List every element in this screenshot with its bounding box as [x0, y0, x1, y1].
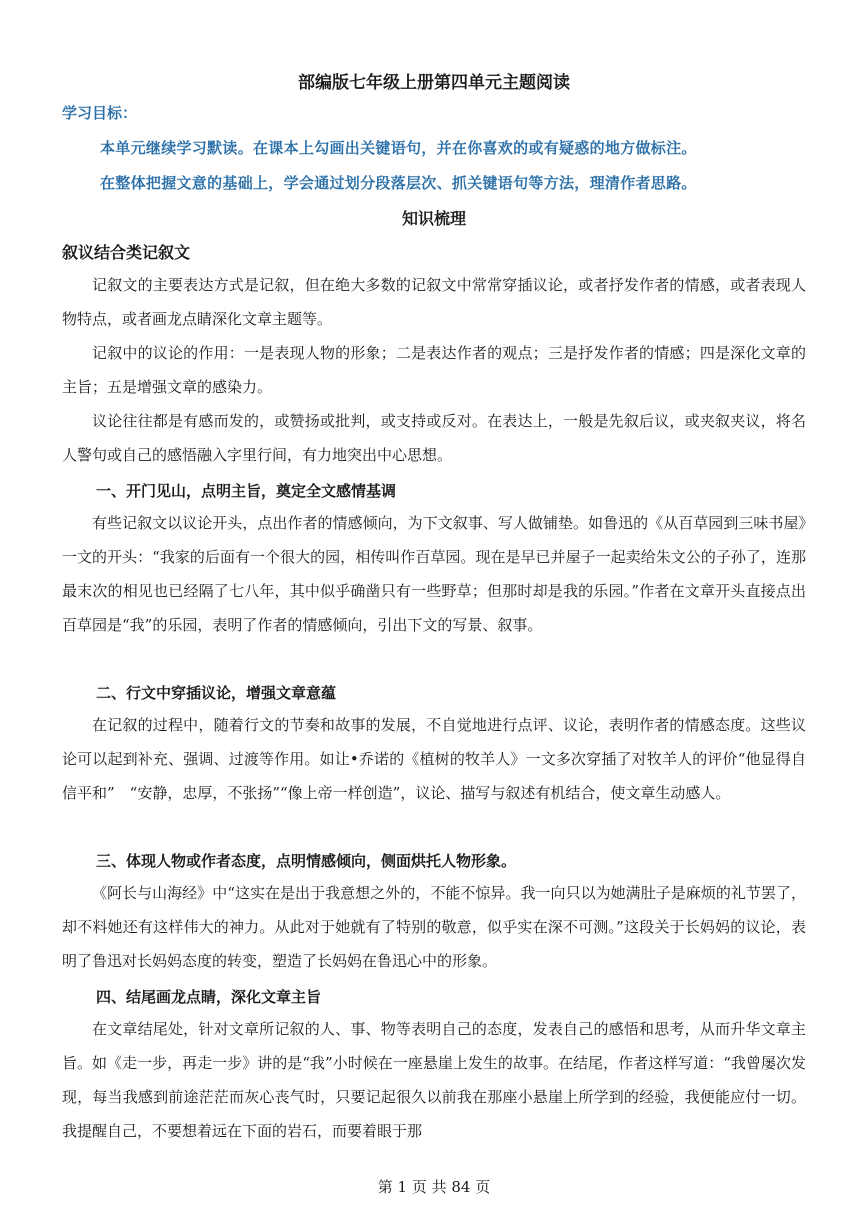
page-footer: 第 1 页 共 84 页	[377, 1178, 491, 1196]
item-heading-2: 二、行文中穿插议论，增强文章意蕴	[96, 684, 337, 702]
item-text-1: 有些记叙文以议论开头，点出作者的情感倾向，为下文叙事、写人做铺垫。如鲁迅的《从百草园到三味书屋》一文的开头：“我家的后面有一个很大的园，相传叫作百草园。现在是早已并屋子一起卖给朱文公的子孙了，连那最末次的相见也已经隔了七八年，其中似乎确凿只有一些野草；但那时却是我的乐园。”作者在文章开头直接点出百草园是“我”的乐园，表明了作者的情感倾向，引出下文的写景、叙事。	[62, 514, 806, 634]
learning-goals-label: 学习目标：	[62, 104, 138, 122]
learning-goal-1: 本单元继续学习默读。在课本上勾画出关键语句，并在你喜欢的或有疑惑的地方做标注。	[100, 139, 697, 157]
item-text-4: 在文章结尾处，针对文章所记叙的人、事、物等表明自己的态度，发表自己的感悟和思考，从而升华文章主旨。如《走一步，再走一步》讲的是“我”小时候在一座悬崖上发生的故事。在结尾，作者这样写道：“我曾屡次发现，每当我感到前途茫茫而灰心丧气时，只要记起很久以前我在那座小悬崖上所学到的经验，我便能应付一切。我提醒自己，不要想着远在下面的岩石，而要着眼于那	[62, 1020, 806, 1140]
item-text-2: 在记叙的过程中，随着行文的节奏和故事的发展，不自觉地进行点评、议论，表明作者的情感态度。这些议论可以起到补充、强调、过渡等作用。如让•乔诺的《植树的牧羊人》一文多次穿插了对牧羊人的评价“他显得自信平和” “安静，忠厚，不张扬”“像上帝一样创造”，议论、描写与叙述有机结合，使文章生动感人。	[62, 716, 806, 802]
section-title: 知识梳理	[401, 209, 466, 228]
learning-goal-2: 在整体把握文意的基础上，学会通过划分段落层次、抓关键语句等方法，理清作者思路。	[100, 174, 697, 192]
item-heading-4: 四、结尾画龙点睛，深化文章主旨	[96, 988, 322, 1006]
item-heading-1: 一、开门见山，点明主旨，奠定全文感情基调	[96, 482, 397, 500]
intro-paragraph-2: 记叙中的议论的作用：一是表现人物的形象；二是表达作者的观点；三是抒发作者的情感；四是深化文章的主旨；五是增强文章的感染力。	[62, 344, 806, 396]
intro-paragraph-3: 议论往往都是有感而发的，或赞扬或批判，或支持或反对。在表达上，一般是先叙后议，或夹叙夹议，将名人警句或自己的感悟融入字里行间，有力地突出中心思想。	[62, 412, 806, 464]
category-title: 叙议结合类记叙文	[62, 243, 191, 262]
intro-paragraph-1: 记叙文的主要表达方式是记叙，但在绝大多数的记叙文中常常穿插议论，或者抒发作者的情感，或者表现人物特点，或者画龙点睛深化文章主题等。	[62, 276, 806, 328]
document-title: 部编版七年级上册第四单元主题阅读	[298, 73, 570, 93]
item-heading-3: 三、体现人物或作者态度，点明情感倾向，侧面烘托人物形象。	[96, 852, 517, 870]
item-text-3: 《阿长与山海经》中“这实在是出于我意想之外的，不能不惊异。我一向只以为她满肚子是麻烦的礼节罢了，却不料她还有这样伟大的神力。从此对于她就有了特别的敬意，似乎实在深不可测。”这段关于长妈妈的议论，表明了鲁迅对长妈妈态度的转变，塑造了长妈妈在鲁迅心中的形象。	[62, 884, 806, 970]
